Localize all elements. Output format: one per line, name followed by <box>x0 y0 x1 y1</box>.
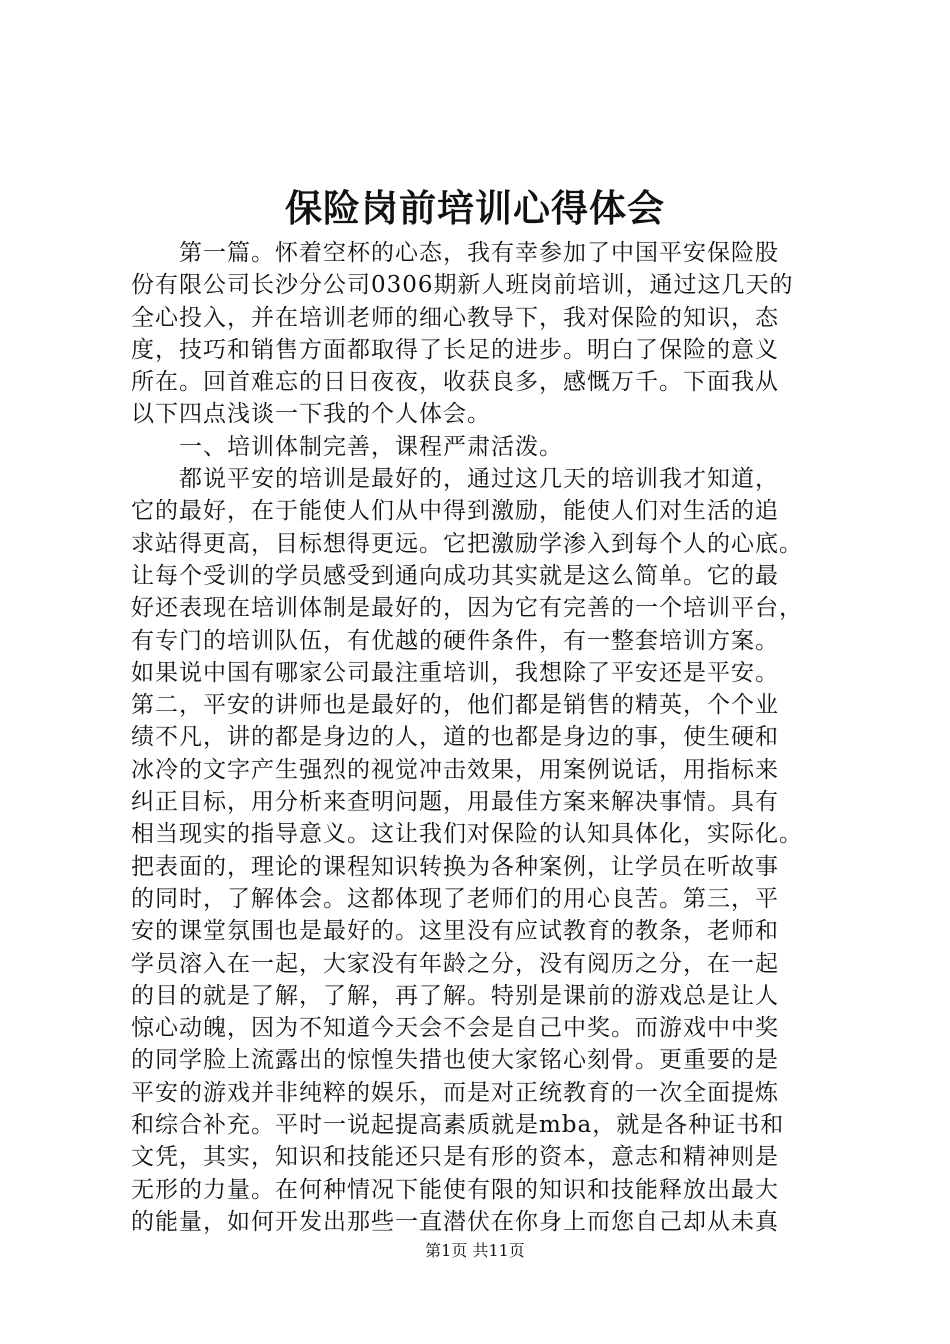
paragraph-line: 度，技巧和销售方面都取得了长足的进步。明白了保险的意义 <box>131 336 779 363</box>
document-title: 保险岗前培训心得体会 <box>285 186 665 230</box>
paragraph-line: 无形的力量。在何种情况下能使有限的知识和技能释放出最大 <box>131 1176 779 1203</box>
paragraph-line: 如果说中国有哪家公司最注重培训，我想除了平安还是平安。 <box>131 659 779 686</box>
paragraph-line: 的目的就是了解，了解，再了解。特别是课前的游戏总是让人 <box>131 982 779 1009</box>
paragraph-line: 全心投入，并在培训老师的细心教导下，我对保险的知识，态 <box>131 304 779 331</box>
paragraph-line: 的同时，了解体会。这都体现了老师们的用心良苦。第三，平 <box>131 885 779 912</box>
paragraph-line: 所在。回首难忘的日日夜夜，收获良多，感慨万千。下面我从 <box>131 369 779 396</box>
paragraph-line: 第一篇。怀着空杯的心态，我有幸参加了中国平安保险股 <box>179 240 779 266</box>
paragraph-line: 平安的游戏并非纯粹的娱乐，而是对正统教育的一次全面提炼 <box>131 1079 779 1106</box>
paragraph-line: 和综合补充。平时一说起提高素质就是mba，就是各种证书和 <box>131 1112 785 1139</box>
section-heading: 一、培训体制完善，课程严肃活泼。 <box>179 433 563 460</box>
page-number-footer: 第1页 共11页 <box>425 1241 525 1260</box>
paragraph-line: 惊心动魄，因为不知道今天会不会是自己中奖。而游戏中中奖 <box>131 1015 779 1042</box>
paragraph-line: 的能量，如何开发出那些一直潜伏在你身上而您自己却从未真 <box>131 1208 779 1235</box>
paragraph-line: 安的课堂氛围也是最好的。这里没有应试教育的教条，老师和 <box>131 918 779 945</box>
paragraph-line: 冰冷的文字产生强烈的视觉冲击效果，用案例说话，用指标来 <box>131 756 779 783</box>
paragraph-line: 把表面的，理论的课程知识转换为各种案例，让学员在听故事 <box>131 853 779 880</box>
paragraph-line: 好还表现在培训体制是最好的，因为它有完善的一个培训平台， <box>131 595 803 622</box>
paragraph-line: 让每个受训的学员感受到通向成功其实就是这么简单。它的最 <box>131 562 779 589</box>
paragraph-line: 有专门的培训队伍，有优越的硬件条件，有一整套培训方案。 <box>131 627 779 654</box>
paragraph-line: 文凭，其实，知识和技能还只是有形的资本，意志和精神则是 <box>131 1144 779 1171</box>
paragraph-line: 相当现实的指导意义。这让我们对保险的认知具体化，实际化。 <box>131 821 803 848</box>
paragraph-line: 份有限公司长沙分公司0306期新人班岗前培训，通过这几天的 <box>131 272 794 299</box>
paragraph-line: 绩不凡，讲的都是身边的人，道的也都是身边的事，使生硬和 <box>131 724 779 751</box>
paragraph-line: 它的最好，在于能使人们从中得到激励，能使人们对生活的追 <box>131 498 779 525</box>
paragraph-line: 以下四点浅谈一下我的个人体会。 <box>131 401 491 428</box>
paragraph-line: 求站得更高，目标想得更远。它把激励学渗入到每个人的心底。 <box>131 530 803 557</box>
paragraph-line: 纠正目标，用分析来查明问题，用最佳方案来解决事情。具有 <box>131 789 779 816</box>
paragraph-line: 第二，平安的讲师也是最好的，他们都是销售的精英，个个业 <box>131 692 779 719</box>
paragraph-line: 学员溶入在一起，大家没有年龄之分，没有阅历之分，在一起 <box>131 950 779 977</box>
paragraph-line: 的同学脸上流露出的惊惶失措也使大家铭心刻骨。更重要的是 <box>131 1047 779 1074</box>
paragraph-line: 都说平安的培训是最好的，通过这几天的培训我才知道， <box>179 466 779 493</box>
document-body <box>131 237 831 1238</box>
